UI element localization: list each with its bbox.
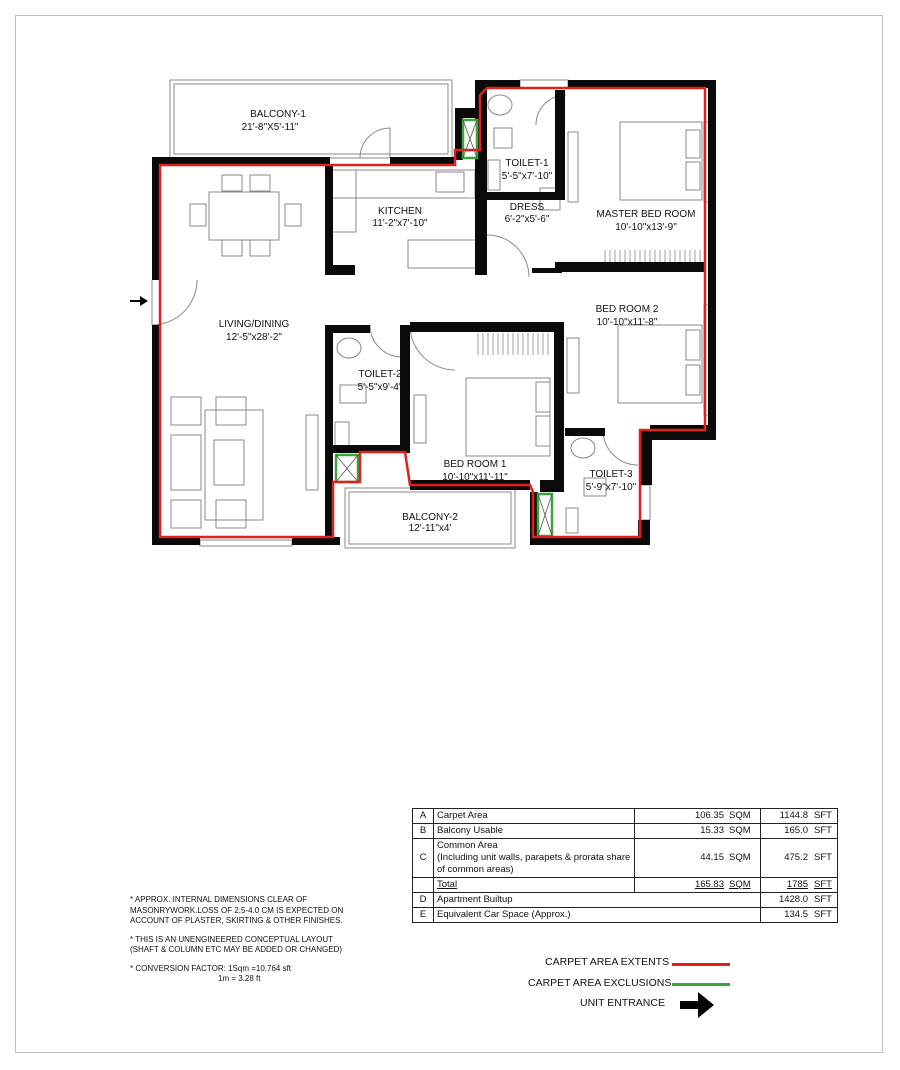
table-row [413,824,838,839]
bedroom-1-size: 10'-10"x11'-11" [442,472,508,483]
entrance-arrow-marker [130,296,148,306]
master-bedroom-size: 10'-10"x13'-9" [615,222,677,233]
area-statement-table [412,808,838,923]
note-conversion-meter: 1m = 3.28 ft [218,974,261,983]
legend-extents-swatch [672,963,730,966]
toilet-1-size: 5'-5"x7'-10" [501,171,553,182]
row-sft: 1785 [761,878,812,893]
toilet-3-size: 5'-9"x7'-10" [585,482,637,493]
row-sft-unit: SFT [811,908,838,923]
note-dimensions: * APPROX. INTERNAL DIMENSIONS CLEAR OF MASONRYWORK.LOSS OF 2.5-4.0 CM IS EXPECTED ON ACCOUNT OF PLASTER, SKIRTING & OTHER FINISHES. [130,895,344,925]
note-conceptual: * THIS IS AN UNENGINEERED CONCEPTUAL LAYOUT (SHAFT & COLUMN ETC MAY BE ADDED OR CHANGED) [130,934,343,954]
entrance-arrow-icon [680,992,716,1018]
row-sft-unit: SFT [811,878,838,893]
kitchen-name: KITCHEN [378,206,422,217]
row-sqm-unit: SQM [726,809,761,824]
row-sft: 165.0 [761,824,812,839]
row-sqm: 106.35 [635,809,727,824]
table-row [413,878,838,893]
toilet-2-name: TOILET-2 [358,369,402,380]
balcony-2-size: 12'-11"x4' [408,523,452,534]
row-sqm: 15.33 [635,824,727,839]
row-sft-unit: SFT [811,809,838,824]
row-id: B [413,824,434,839]
row-sft: 134.5 [761,908,812,923]
row-sft-unit: SFT [811,824,838,839]
bedroom-1-name: BED ROOM 1 [443,459,507,470]
row-label-sub: (Including unit walls, parapets & prorata share of common areas) [437,852,631,875]
row-label-block [434,839,635,878]
table-row [413,839,838,878]
bedroom-2-name: BED ROOM 2 [595,304,659,315]
balcony-1-size: 21'-8"X5'-11" [241,122,299,133]
living-dining-size: 12'-5"x28'-2" [226,332,282,343]
legend-entrance-label: UNIT ENTRANCE [580,997,665,1009]
row-label: Balcony Usable [434,824,635,839]
table-row [413,908,838,923]
legend-extents-label: CARPET AREA EXTENTS [545,956,670,968]
row-id: C [413,839,434,878]
row-id: A [413,809,434,824]
balcony-1-outline [170,80,452,158]
balcony-1-name: BALCONY-1 [250,109,306,120]
row-label: Equivalent Car Space (Approx.) [434,908,761,923]
row-sft-unit: SFT [811,893,838,908]
toilet-2-size: 5'-5"x9'-4" [357,382,403,393]
note-conversion: * CONVERSION FACTOR: 1Sqm =10.764 sft [130,963,292,973]
kitchen-size: 11'-2"x7'-10" [372,218,428,229]
row-label: Carpet Area [434,809,635,824]
toilet-3-name: TOILET-3 [589,469,633,480]
room-labels [219,109,696,534]
dress-name: DRESS [509,202,545,213]
row-sft: 1144.8 [761,809,812,824]
row-sqm-unit: SQM [726,878,761,893]
row-sqm-unit: SQM [726,839,761,878]
bedroom-2-size: 10'-10"x11'-8" [596,317,658,328]
table-row [413,893,838,908]
row-label: Total [434,878,635,893]
row-label: Apartment Builtup [434,893,761,908]
row-id [413,878,434,893]
row-id: D [413,893,434,908]
balcony-1-inner [174,84,448,154]
master-bedroom-name: MASTER BED ROOM [596,209,696,220]
row-sqm-unit: SQM [726,824,761,839]
dress-size: 6'-2"x5'-6" [504,214,550,225]
living-dining-name: LIVING/DINING [218,319,290,330]
notes-block [130,895,360,985]
row-sft: 475.2 [761,839,812,878]
row-sqm: 44.15 [635,839,727,878]
row-sqm: 165.83 [635,878,727,893]
row-sft-unit: SFT [811,839,838,878]
row-sft: 1428.0 [761,893,812,908]
table-row [413,809,838,824]
legend-exclusions-swatch [672,983,730,986]
row-id: E [413,908,434,923]
legend-exclusions-label: CARPET AREA EXCLUSIONS [528,977,672,989]
row-label: Common Area [437,840,498,851]
toilet-1-name: TOILET-1 [505,158,549,169]
legend [510,956,730,1026]
balcony-2-name: BALCONY-2 [402,512,458,523]
